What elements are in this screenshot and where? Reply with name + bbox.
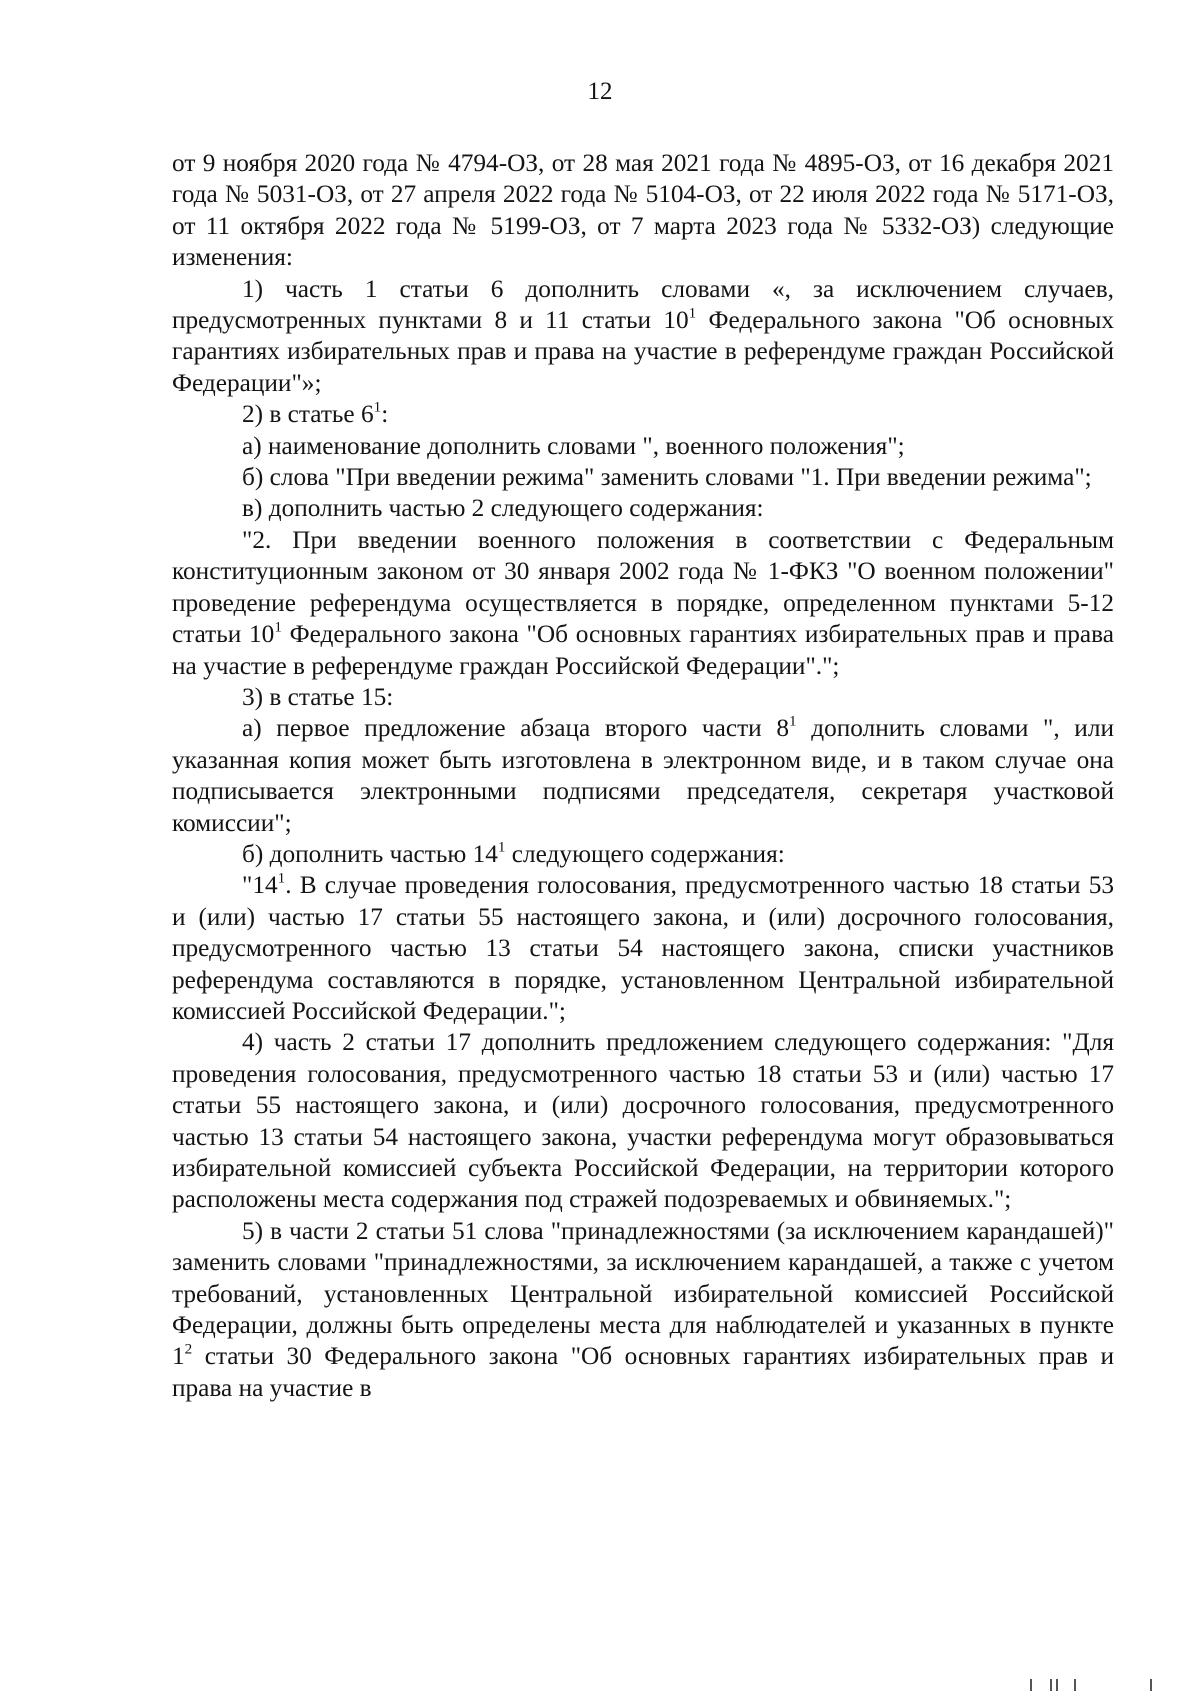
- text-run: 5) в части 2 статьи 51 слова "принадлежностями (за исключением карандашей)" заменить словами "принадлежностями, за исключением карандашей, а также с учетом требований, установленных Центральной избирательной комиссией Российской Федерации, должны быть определены места для наблюдателей и указанных в пункте 1: [172, 1216, 1114, 1371]
- paragraph-item-2a: [172, 431, 1114, 462]
- superscript-index: 1: [274, 618, 282, 636]
- text-run: в) дополнить частью 2 следующего содержания:: [242, 494, 764, 523]
- text-run: следующего содержания:: [505, 839, 785, 868]
- paragraph-item-5: [172, 1216, 1114, 1404]
- paragraph-item-2: [172, 399, 1114, 430]
- superscript-index: 1: [373, 398, 382, 416]
- paragraph-item-3a: [172, 713, 1114, 839]
- text-run: 3) в статье 15:: [242, 682, 394, 711]
- text-run: . В случае проведения голосования, предусмотренного частью 18 статьи 53 и (или) частью 17 статьи 55 настоящего закона, и (или) досрочного голосования, предусмотренного частью 13 статьи 54 настоящего закона, списки участников референдума составляются в порядке, установленном Центральной избирательной комиссией Российской Федерации.";: [172, 871, 1114, 1025]
- paragraph-item-4: [172, 1027, 1114, 1215]
- paragraph-item-2c: [172, 493, 1114, 524]
- text-run: Федерального закона "Об основных гарантиях избирательных прав и права на участие в референдуме граждан Российской Федерации".";: [172, 620, 1114, 680]
- superscript-index: 1: [688, 304, 697, 322]
- text-run: дополнить словами ", или указанная копия может быть изготовлена в электронном виде, и в таком случае она подписывается электронными подписями председателя, секретаря участковой комиссии";: [172, 714, 1114, 837]
- text-run: б) дополнить частью 14: [242, 839, 498, 868]
- text-run: б) слова "При введении режима" заменить словами "1. При введении режима";: [242, 463, 1092, 492]
- paragraph-item-3b-quote: [172, 870, 1114, 1027]
- text-run: а) первое предложение абзаца второго части 8: [242, 714, 789, 743]
- paragraph-item-2c-quote: [172, 525, 1114, 682]
- text-run: 4) часть 2 статьи 17 дополнить предложением следующего содержания: "Для проведения голосования, предусмотренного частью 18 статьи 53 и (или) частью 17 статьи 55 настоящего закона, и (или) досрочного голосования, предусмотренного частью 13 статьи 54 настоящего закона, участки референдума могут образовываться избирательной комиссией субъекта Российской Федерации, на территории которого расположены места содержания под стражей подозреваемых и обвиняемых.";: [172, 1028, 1114, 1214]
- superscript-index: 1: [277, 869, 286, 887]
- text-run: "2. При введении военного положения в соответствии с Федеральным конституционным законом от 30 января 2002 года № 1-ФКЗ "О военном положении" проведение референдума осуществляется в порядке, определенном пунктами 5-12 статьи 10: [172, 525, 1114, 649]
- text-run: от 9 ноября 2020 года № 4794-ОЗ, от 28 мая 2021 года № 4895-ОЗ, от 16 декабря 2021 года № 5031-ОЗ, от 27 апреля 2022 года № 5104-ОЗ, от 22 июля 2022 года № 5171-ОЗ, от 11 октября 2022 года № 5199-ОЗ, от 7 марта 2023 года № 5332-ОЗ) следующие изменения:: [172, 149, 1114, 272]
- paragraph-item-3: [172, 682, 1114, 713]
- paragraph-intro: [172, 148, 1114, 274]
- text-run: "14: [242, 871, 278, 900]
- paragraph-item-3b: [172, 839, 1114, 870]
- text-run: 2) в статье 6: [242, 400, 374, 429]
- text-run: статьи 30 Федерального закона "Об основных гарантиях избирательных прав и права на участие в: [172, 1342, 1114, 1402]
- superscript-index: 2: [184, 1340, 193, 1358]
- document-body: [172, 148, 1114, 1404]
- paragraph-item-1: [172, 274, 1114, 400]
- scan-artifact-marks: [1030, 1677, 1170, 1691]
- superscript-index: 1: [788, 712, 797, 730]
- paragraph-item-2b: [172, 462, 1114, 493]
- text-run: Федерального закона "Об основных гарантиях избирательных прав и права на участие в референдуме граждан Российской Федерации"»;: [172, 306, 1115, 397]
- text-run: :: [381, 400, 389, 429]
- superscript-index: 1: [497, 838, 506, 856]
- text-run: а) наименование дополнить словами ", военного положения";: [242, 431, 905, 460]
- page-number: 12: [587, 78, 613, 105]
- text-run: 1) часть 1 статьи 6 дополнить словами «, за исключением случаев, предусмотренных пунктами 8 и 11 статьи 10: [172, 274, 1114, 335]
